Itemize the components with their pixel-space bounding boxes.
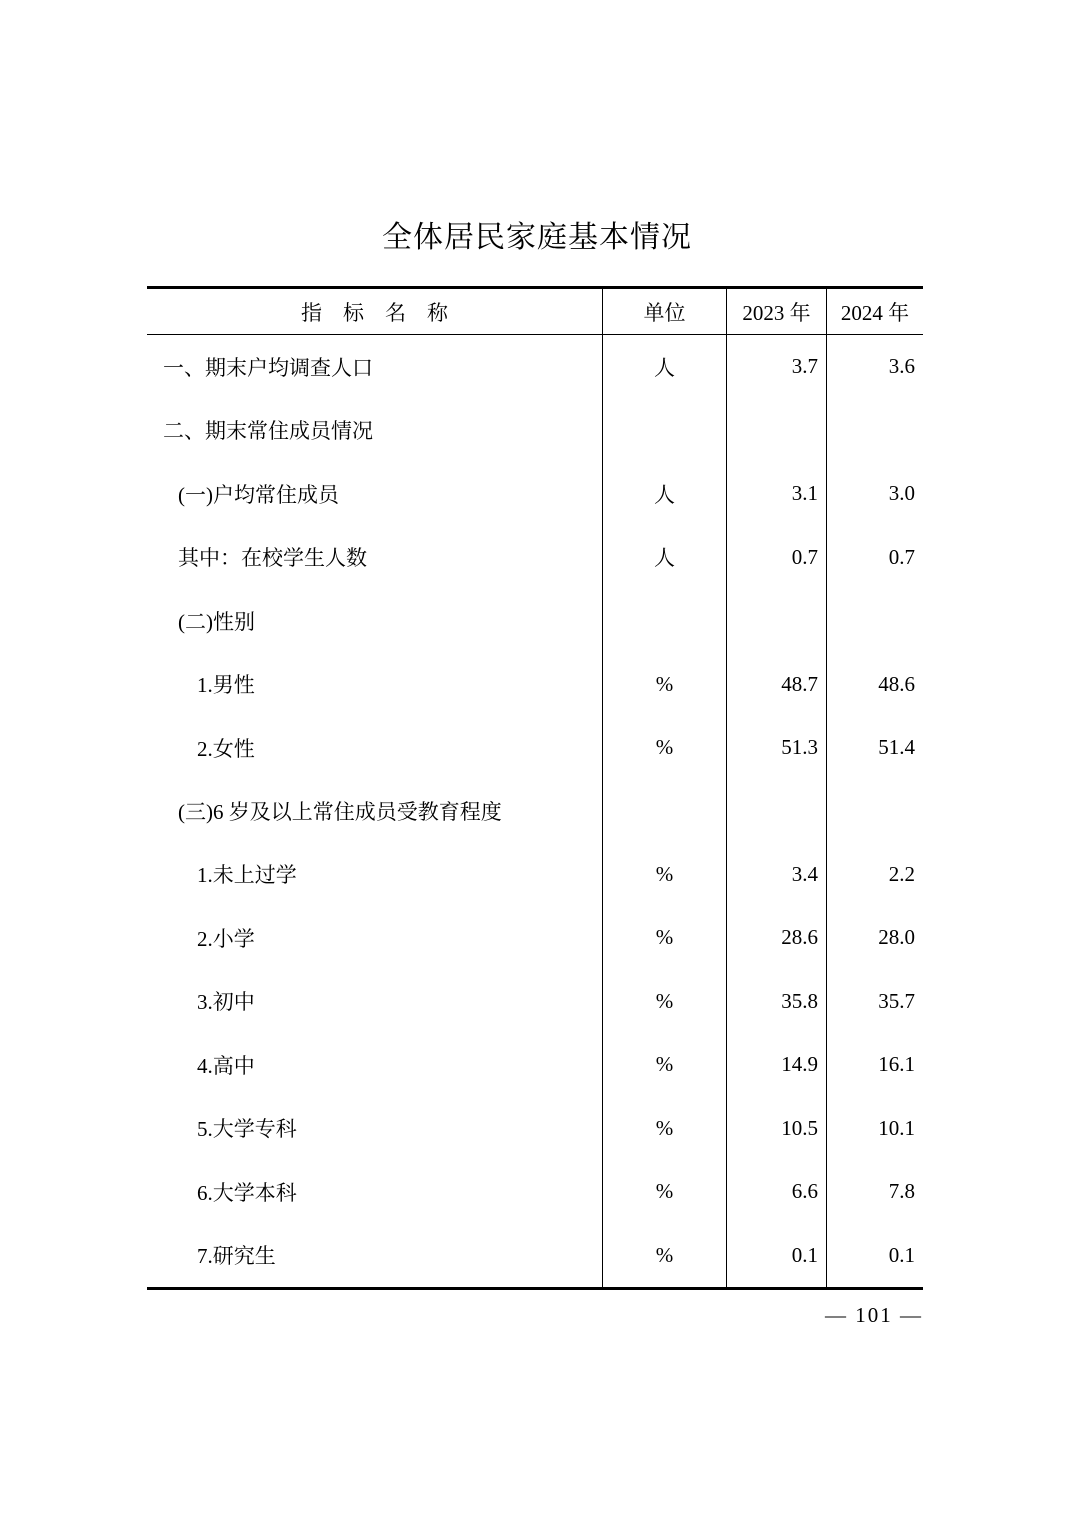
- row-value-2024: 28.0: [826, 906, 923, 969]
- header-unit: 单位: [602, 289, 726, 334]
- row-label: 一、期末户均调查人口: [163, 355, 373, 380]
- row-unit: [602, 398, 726, 461]
- row-unit: [602, 779, 726, 842]
- row-value-2024: [826, 398, 923, 461]
- row-unit: [602, 589, 726, 652]
- table-row: [147, 970, 923, 1033]
- row-label: 其中：在校学生人数: [178, 546, 367, 571]
- row-value-2023: [726, 398, 826, 461]
- row-unit: 人: [602, 462, 726, 525]
- row-unit: %: [602, 970, 726, 1033]
- row-unit: %: [602, 1097, 726, 1160]
- row-label: (二)性别: [178, 609, 255, 634]
- table-row: [147, 1033, 923, 1096]
- row-value-2023: [726, 779, 826, 842]
- row-value-2023: 10.5: [726, 1097, 826, 1160]
- table-header-row: [147, 289, 923, 335]
- row-unit: %: [602, 652, 726, 715]
- table-row: [147, 335, 923, 398]
- row-label: 2.小学: [197, 926, 255, 951]
- row-value-2023: 6.6: [726, 1160, 826, 1223]
- table-row: [147, 398, 923, 461]
- header-year-2023: 2023 年: [726, 289, 826, 334]
- row-value-2024: 2.2: [826, 843, 923, 906]
- table-row: [147, 843, 923, 906]
- row-value-2024: 0.1: [826, 1224, 923, 1287]
- table-row: [147, 525, 923, 588]
- row-value-2023: 3.7: [726, 335, 826, 398]
- header-indicator-name: 指 标 名 称: [301, 300, 448, 325]
- row-value-2024: 10.1: [826, 1097, 923, 1160]
- row-label: 6.大学本科: [197, 1180, 297, 1205]
- row-value-2024: 51.4: [826, 716, 923, 779]
- statistics-table: [147, 286, 923, 1290]
- row-label: 1.未上过学: [197, 863, 297, 888]
- row-unit: 人: [602, 525, 726, 588]
- table-row: [147, 779, 923, 842]
- header-year-2024: 2024 年: [826, 289, 923, 334]
- page-number: — 101 —: [825, 1303, 923, 1327]
- table-row: [147, 1097, 923, 1160]
- table-row: [147, 462, 923, 525]
- table-row: [147, 652, 923, 715]
- row-value-2023: [726, 589, 826, 652]
- row-label: (一)户均常住成员: [178, 482, 339, 507]
- row-unit: 人: [602, 335, 726, 398]
- row-value-2024: 48.6: [826, 652, 923, 715]
- row-label: 4.高中: [197, 1053, 255, 1078]
- row-value-2023: 51.3: [726, 716, 826, 779]
- row-value-2024: 7.8: [826, 1160, 923, 1223]
- row-value-2024: 3.6: [826, 335, 923, 398]
- row-value-2023: 48.7: [726, 652, 826, 715]
- row-value-2024: 0.7: [826, 525, 923, 588]
- row-label: (三)6 岁及以上常住成员受教育程度: [178, 800, 502, 825]
- row-unit: %: [602, 716, 726, 779]
- row-value-2023: 0.1: [726, 1224, 826, 1287]
- row-label: 5.大学专科: [197, 1117, 297, 1142]
- table-body: [147, 335, 923, 1287]
- row-unit: %: [602, 906, 726, 969]
- table-row: [147, 716, 923, 779]
- row-label: 3.初中: [197, 990, 255, 1015]
- table-row: [147, 589, 923, 652]
- page-title: 全体居民家庭基本情况: [382, 221, 692, 254]
- row-value-2023: 0.7: [726, 525, 826, 588]
- table-row: [147, 1160, 923, 1223]
- row-label: 二、期末常住成员情况: [163, 419, 373, 444]
- row-value-2024: 3.0: [826, 462, 923, 525]
- row-label: 1.男性: [197, 673, 255, 698]
- row-value-2024: [826, 779, 923, 842]
- row-unit: %: [602, 1224, 726, 1287]
- row-unit: %: [602, 843, 726, 906]
- table-row: [147, 1224, 923, 1287]
- row-label: 7.研究生: [197, 1244, 276, 1269]
- row-label: 2.女性: [197, 736, 255, 761]
- table-row: [147, 906, 923, 969]
- row-value-2023: 35.8: [726, 970, 826, 1033]
- row-value-2024: 35.7: [826, 970, 923, 1033]
- row-value-2024: [826, 589, 923, 652]
- row-value-2023: 28.6: [726, 906, 826, 969]
- row-value-2024: 16.1: [826, 1033, 923, 1096]
- row-unit: %: [602, 1033, 726, 1096]
- row-unit: %: [602, 1160, 726, 1223]
- row-value-2023: 3.4: [726, 843, 826, 906]
- row-value-2023: 3.1: [726, 462, 826, 525]
- row-value-2023: 14.9: [726, 1033, 826, 1096]
